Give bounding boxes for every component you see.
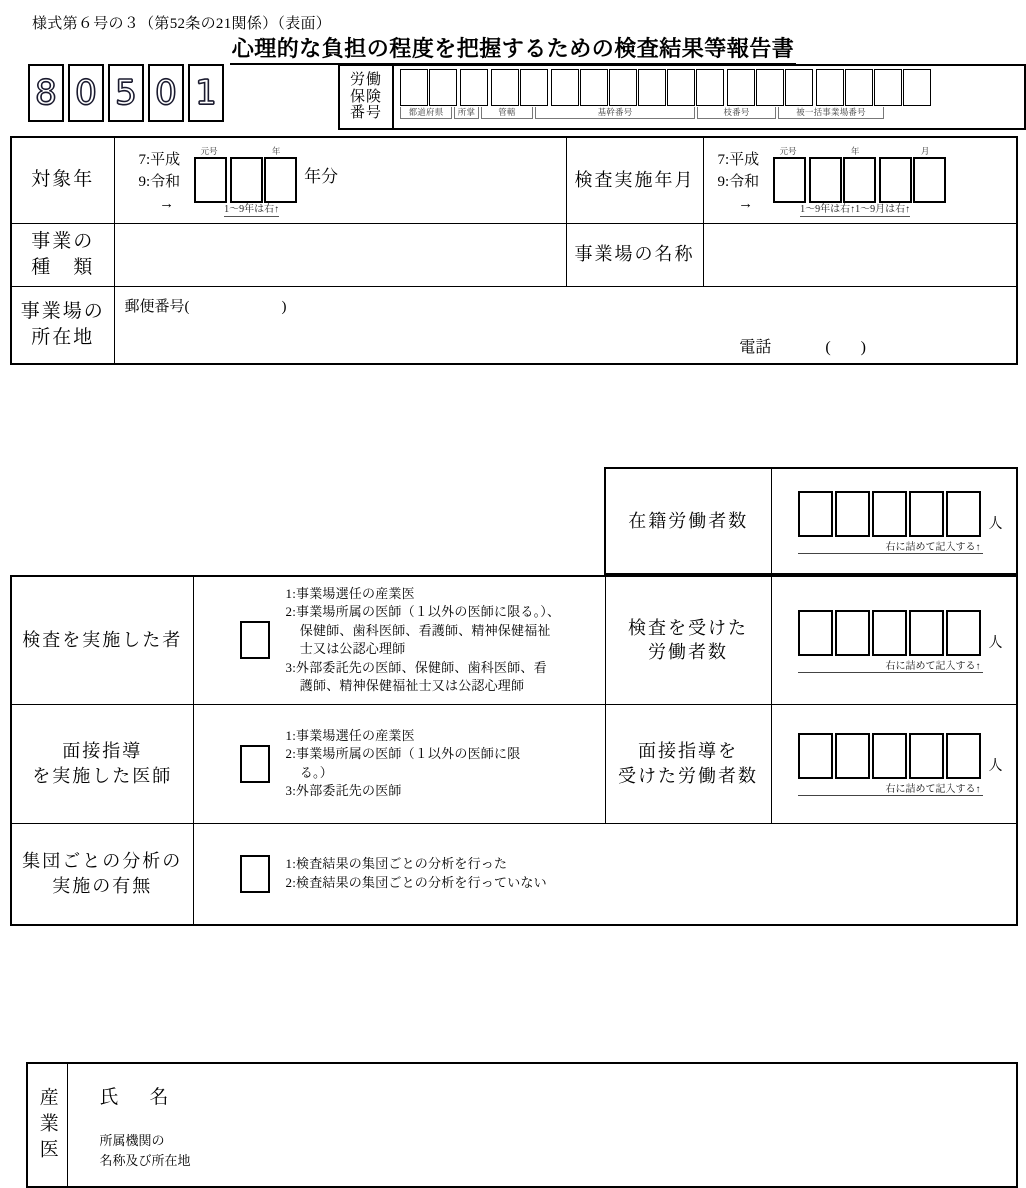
insurance-box[interactable] [785, 69, 813, 106]
table-row-group-analysis [11, 823, 1017, 925]
business-type-value[interactable] [114, 223, 566, 286]
interviewed-count-label-l1: 面接指導を [638, 741, 738, 762]
interviewer-option-list [286, 727, 521, 801]
labour-insurance-label-line-2: 保険 [349, 88, 382, 105]
examined-boxes[interactable] [798, 610, 983, 673]
option-2-line-3: 士又は公認心理師 [299, 641, 406, 657]
workplace-address-label-l1: 事業場の [20, 300, 105, 322]
workplace-name-value[interactable] [703, 223, 1017, 286]
examiner-label: 検査を実施した者 [11, 576, 193, 704]
count-box[interactable] [872, 610, 907, 656]
insurance-box[interactable] [903, 69, 931, 106]
telephone-label: 電話 ( ) [739, 338, 866, 356]
insurance-box[interactable] [845, 69, 873, 106]
insurance-group-label-0: 都道府県 [400, 107, 452, 119]
examined-count-label [605, 576, 771, 704]
physician-org-label [100, 1131, 1017, 1170]
enrolled-label: 在籍労働者数 [605, 468, 771, 574]
insurance-box[interactable] [400, 69, 428, 106]
insurance-box[interactable] [491, 69, 519, 106]
exam-era-box-group[interactable] [773, 146, 807, 203]
group-analysis-label [11, 823, 193, 925]
interviewer-label [11, 704, 193, 823]
form-code-digit-2: 0 [68, 64, 104, 122]
group-analysis-label-l1: 集団ごとの分析の [22, 851, 183, 872]
target-year-suffix: 年分 [304, 167, 339, 186]
year-box-1[interactable] [230, 157, 263, 203]
labour-insurance-label-line-3: 番号 [349, 105, 382, 122]
labour-insurance-label-line-1: 労働 [349, 71, 382, 88]
workplace-address-value[interactable] [114, 286, 1017, 364]
count-box[interactable] [835, 610, 870, 656]
insurance-box[interactable] [727, 69, 755, 106]
interviewer-options[interactable] [193, 704, 605, 823]
exam-year-box-group[interactable] [809, 146, 877, 203]
caption-era: 元号 [200, 146, 218, 156]
insurance-group-4[interactable] [727, 69, 814, 106]
insurance-group-2[interactable] [491, 69, 549, 106]
physician-body-cell[interactable] [67, 1063, 1017, 1187]
exam-month-box-1[interactable] [879, 157, 912, 203]
target-year-label: 対象年 [11, 137, 114, 223]
physician-side-label: 産業医 [36, 1087, 58, 1165]
form-number: 様式第６号の３（第52条の21関係）（表面） [32, 16, 332, 32]
insurance-box[interactable] [874, 69, 902, 106]
exam-yearmonth-boxes[interactable] [773, 146, 947, 217]
exam-year-box-1[interactable] [809, 157, 842, 203]
insurance-group-label-4: 枝番号 [697, 107, 776, 119]
insurance-box[interactable] [580, 69, 608, 106]
table-row-examiner [11, 576, 1017, 704]
interviewer-label-l2: を実施した医師 [32, 765, 173, 786]
option-2-line-1: 2:事業場所属の医師（１以外の医師に限 [285, 746, 521, 762]
interviewed-count-field[interactable] [771, 704, 1017, 823]
top-info-table [10, 136, 1018, 365]
target-year-field[interactable] [114, 137, 566, 223]
insurance-box[interactable] [816, 69, 844, 106]
examined-unit: 人 [988, 635, 1003, 651]
count-box[interactable] [872, 733, 907, 779]
interviewed-count-label [605, 704, 771, 823]
option-3-line-2: 護師、精神保健福祉士又は公認心理師 [299, 678, 525, 694]
physician-org-label-l1: 所属機関の [99, 1133, 165, 1148]
insurance-box[interactable] [667, 69, 695, 106]
interviewer-label-l1: 面接指導 [62, 741, 143, 762]
target-year-era-box-group[interactable] [194, 146, 228, 203]
count-box[interactable] [872, 491, 907, 537]
enrolled-unit: 人 [988, 516, 1003, 532]
form-code-digit-5: 1 [188, 64, 224, 122]
target-year-hint: 1〜9年は右↑ [224, 204, 280, 215]
interviewed-unit: 人 [988, 759, 1003, 775]
insurance-group-1[interactable] [460, 69, 489, 106]
enrolled-boxes[interactable] [798, 491, 983, 554]
interviewed-boxes[interactable] [798, 733, 983, 796]
era-line-heisei: 7:平成 [138, 152, 181, 168]
table-row-workplace-address [11, 286, 1017, 364]
enrolled-count-table [604, 467, 1018, 575]
exam-era-legend [718, 150, 760, 215]
insurance-box[interactable] [756, 69, 784, 106]
year-box-2[interactable] [264, 157, 297, 203]
insurance-box[interactable] [609, 69, 637, 106]
workplace-address-label-l2: 所在地 [31, 326, 95, 348]
zip-label: 郵便番号( ) [124, 298, 287, 315]
exam-era-line-reiwa: 9:令和 [717, 173, 760, 190]
insurance-group-label-1: 所掌 [454, 107, 479, 119]
caption-era: 元号 [779, 146, 797, 156]
era-arrow: → [159, 195, 175, 212]
exam-month-box-2[interactable] [913, 157, 946, 203]
insurance-box[interactable] [429, 69, 457, 106]
physician-side-label-cell [27, 1063, 67, 1187]
count-box[interactable] [798, 610, 833, 656]
form-code-digit-1: 8 [28, 64, 64, 122]
table-row-business-type [11, 223, 1017, 286]
table-row-physician [27, 1063, 1017, 1187]
count-box[interactable] [909, 491, 944, 537]
form-code-digit-4: 0 [148, 64, 184, 122]
caption-year: 年 [271, 146, 281, 156]
count-box[interactable] [835, 733, 870, 779]
enrolled-field[interactable] [771, 468, 1017, 574]
exam-year-box-2[interactable] [843, 157, 876, 203]
insurance-group-3[interactable] [551, 69, 725, 106]
count-box[interactable] [909, 610, 944, 656]
examined-hint: 右に詰めて記入する↑ [798, 657, 983, 673]
caption-month: 月 [920, 146, 930, 156]
option-3-line-1: 3:外部委託先の医師 [285, 783, 402, 799]
exam-month-hint: 1〜9月は右↑ [855, 204, 911, 215]
business-type-label [11, 223, 114, 286]
count-box[interactable] [835, 491, 870, 537]
count-box[interactable] [946, 610, 981, 656]
main-report-table [10, 575, 1018, 926]
option-1-line-1: 1:検査結果の集団ごとの分析を行った [285, 856, 508, 872]
workplace-address-label [11, 286, 114, 364]
physician-org-label-l2: 名称及び所在地 [99, 1152, 191, 1168]
exam-yearmonth-label: 検査実施年月 [566, 137, 703, 223]
group-analysis-checkbox[interactable] [240, 855, 270, 893]
interviewed-count-label-l2: 受けた労働者数 [618, 765, 758, 786]
insurance-box[interactable] [696, 69, 724, 106]
interviewer-checkbox[interactable] [240, 745, 270, 783]
business-type-label-l2: 種 類 [31, 256, 95, 278]
exam-month-box-group[interactable] [879, 146, 947, 203]
group-analysis-option-list [286, 855, 547, 892]
exam-yearmonth-field[interactable] [703, 137, 1017, 223]
labour-insurance-number-block [338, 64, 1026, 130]
exam-year-hint: 1〜9年は右↑ [800, 204, 856, 215]
exam-era-line-heisei: 7:平成 [717, 152, 760, 168]
era-box[interactable] [194, 157, 227, 203]
era-line-reiwa: 9:令和 [138, 173, 181, 190]
insurance-group-label-5: 被一括事業場番号 [778, 107, 884, 119]
option-2-line-2: 保健師、歯科医師、看護師、精神保健福祉 [299, 622, 551, 638]
insurance-group-label-3: 基幹番号 [535, 107, 695, 119]
examined-count-field[interactable] [771, 576, 1017, 704]
option-2-line-1: 2:事業場所属の医師（１以外の医師に限る。）、 [285, 604, 561, 620]
examined-count-label-l1: 検査を受けた [628, 618, 748, 639]
target-year-era-legend [139, 150, 181, 215]
insurance-group-5[interactable] [816, 69, 932, 106]
page-title [0, 32, 1026, 63]
count-box[interactable] [798, 491, 833, 537]
insurance-box[interactable] [638, 69, 666, 106]
option-1-line-1: 1:事業場選任の産業医 [285, 586, 415, 601]
target-year-boxes[interactable] [194, 146, 298, 217]
count-box[interactable] [798, 733, 833, 779]
count-box[interactable] [946, 491, 981, 537]
insurance-box[interactable] [460, 69, 488, 106]
enrolled-hint: 右に詰めて記入する↑ [798, 538, 983, 554]
insurance-group-label-2: 管轄 [481, 107, 533, 119]
option-2-line-2: る。） [299, 764, 333, 780]
insurance-group-0[interactable] [400, 69, 458, 106]
interviewed-hint: 右に詰めて記入する↑ [798, 780, 983, 796]
examiner-option-list [286, 585, 561, 696]
form-code-digit-3: 5 [108, 64, 144, 122]
table-row-enrolled [605, 468, 1017, 574]
workplace-name-label: 事業場の名称 [566, 223, 703, 286]
examiner-checkbox[interactable] [240, 621, 270, 659]
target-year-year-box-group[interactable] [230, 146, 298, 203]
business-type-label-l1: 事業の [31, 230, 95, 252]
caption-year: 年 [850, 146, 860, 156]
occupational-physician-table [26, 1062, 1018, 1188]
option-2-line-1: 2:検査結果の集団ごとの分析を行っていない [285, 874, 547, 890]
group-analysis-options[interactable] [193, 823, 1017, 925]
option-1-line-1: 1:事業場選任の産業医 [285, 727, 415, 743]
page-title-text: 心理的な負担の程度を把握するための検査結果等報告書 [230, 36, 797, 65]
labour-insurance-number-label [340, 66, 394, 128]
page-edge-remnant-text [1010, 430, 1026, 720]
exam-era-arrow: → [738, 195, 754, 212]
group-analysis-label-l2: 実施の有無 [52, 875, 153, 896]
physician-name-label: 氏 名 [99, 1087, 175, 1108]
insurance-box[interactable] [520, 69, 548, 106]
examiner-options[interactable] [193, 576, 605, 704]
exam-era-box[interactable] [773, 157, 806, 203]
table-row-target-year [11, 137, 1017, 223]
count-box[interactable] [946, 733, 981, 779]
examined-count-label-l2: 労働者数 [648, 642, 728, 663]
count-box[interactable] [909, 733, 944, 779]
insurance-box[interactable] [551, 69, 579, 106]
table-row-interviewer [11, 704, 1017, 823]
option-3-line-1: 3:外部委託先の医師、保健師、歯科医師、看 [285, 659, 547, 675]
form-code-digits [28, 64, 224, 122]
labour-insurance-number-fields [394, 66, 1024, 128]
